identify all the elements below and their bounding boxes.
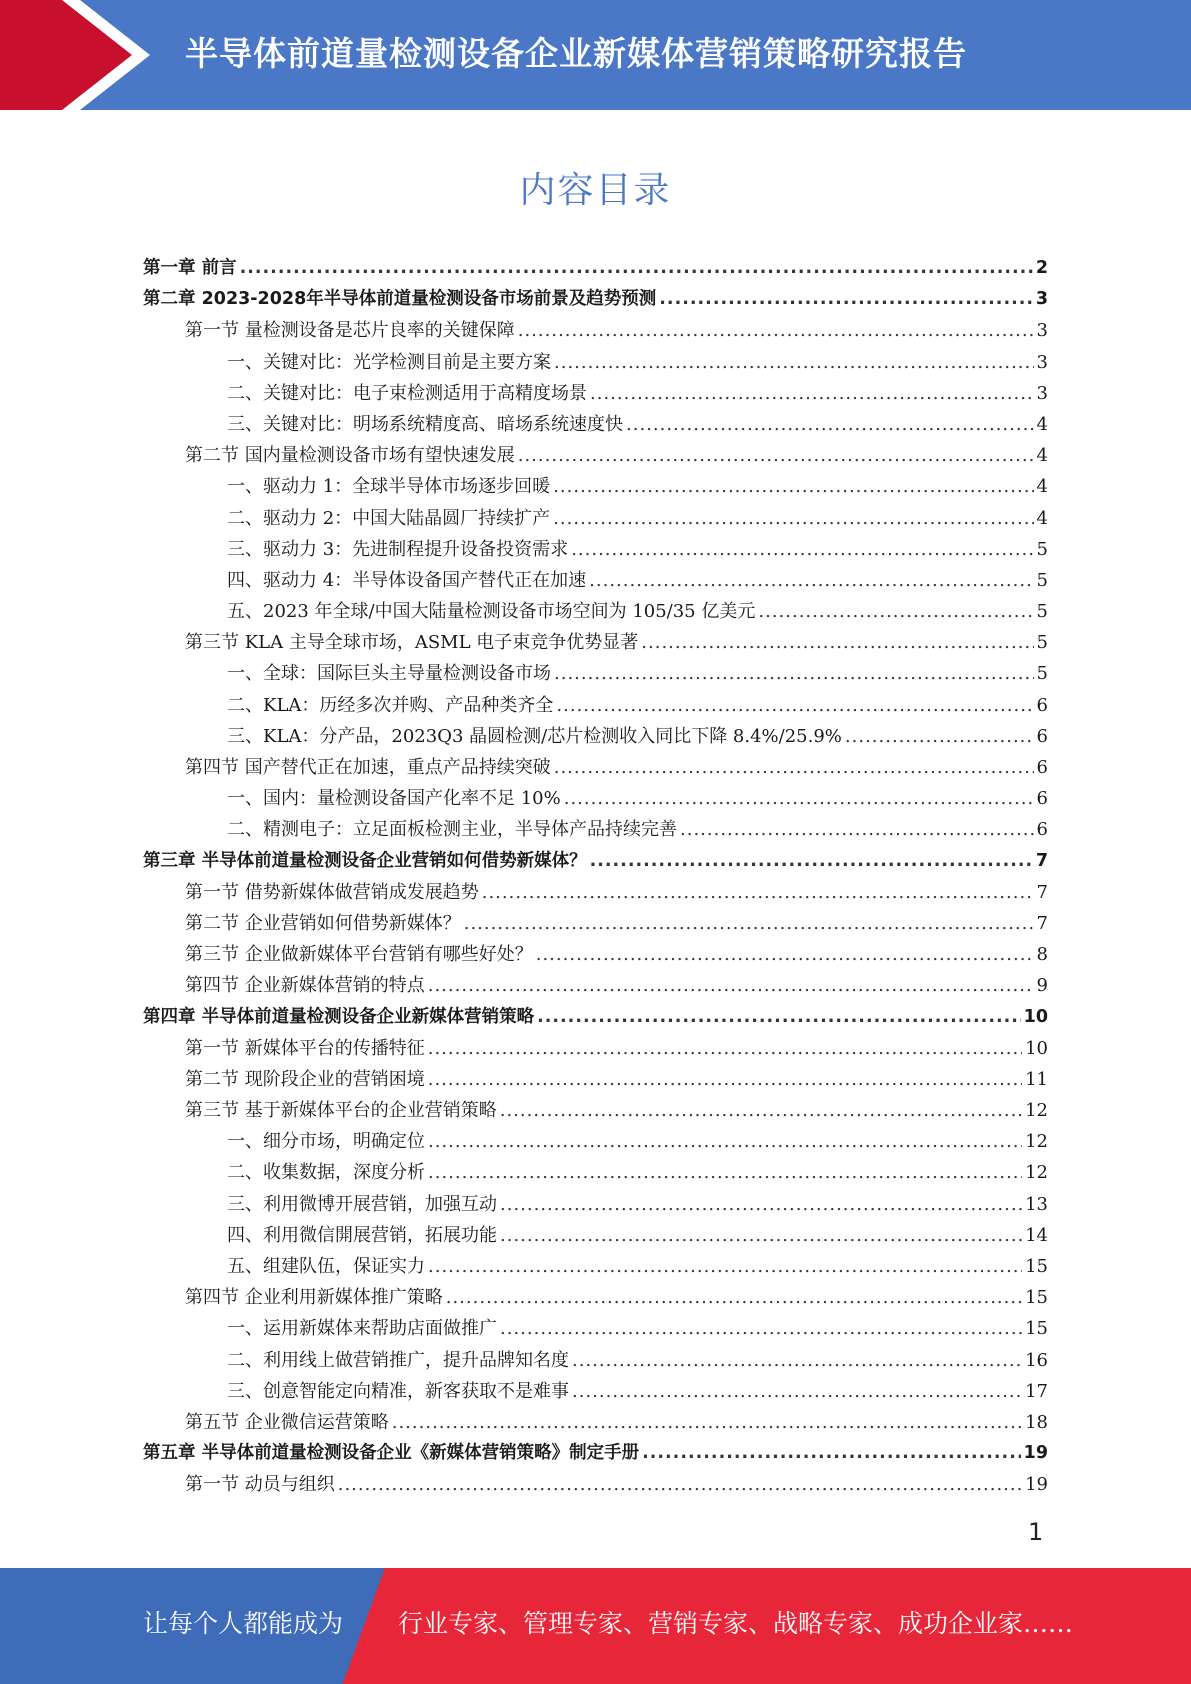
toc-dot-leader: [589, 565, 1033, 596]
toc-entry-title: 五、组建队伍，保证实力: [227, 1256, 425, 1277]
toc-dot-leader: [536, 939, 1034, 970]
toc-dot-leader: [626, 409, 1034, 440]
toc-section-entry[interactable]: [143, 1095, 1048, 1126]
toc-entry-title: 一、全球：国际巨头主导量检测设备市场: [227, 663, 551, 685]
toc-dot-leader: [590, 846, 1033, 877]
toc-entry-page: 15: [1025, 1256, 1048, 1277]
footer-band: [0, 1568, 1191, 1684]
toc-entry-page: 10: [1025, 1037, 1048, 1059]
toc-heading: 内容目录: [519, 170, 672, 211]
footer-slogan-left: 让每个人都能成为: [143, 1609, 344, 1638]
toc-dot-leader: [338, 1469, 1022, 1500]
toc-subsection-entry[interactable]: [143, 596, 1048, 627]
toc-chapter-entry[interactable]: [143, 253, 1048, 284]
toc-dot-leader: [428, 1157, 1022, 1188]
toc-subsection-entry[interactable]: [143, 347, 1048, 378]
toc-entry-page: 3: [1036, 382, 1048, 404]
toc-section-entry[interactable]: [143, 908, 1048, 939]
toc-dot-leader: [537, 1002, 1021, 1033]
toc-subsection-entry[interactable]: [143, 378, 1048, 409]
toc-subsection-entry[interactable]: [143, 471, 1048, 502]
toc-dot-leader: [758, 596, 1033, 627]
toc-section-entry[interactable]: [143, 440, 1048, 471]
toc-entry-title: 三、驱动力 3：先进制程提升设备投资需求: [227, 538, 569, 560]
toc-entry-page: 14: [1025, 1224, 1048, 1246]
toc-entry-page: 3: [1035, 289, 1048, 310]
toc-subsection-entry[interactable]: [143, 1220, 1048, 1251]
toc-dot-leader: [500, 1313, 1022, 1344]
toc-section-entry[interactable]: [143, 939, 1048, 970]
toc-dot-leader: [500, 1220, 1022, 1251]
toc-entry-page: 4: [1036, 445, 1048, 467]
toc-dot-leader: [240, 253, 1033, 284]
toc-dot-leader: [564, 783, 1034, 814]
toc-entry-title: 第二节 企业营销如何借势新媒体？: [185, 912, 461, 934]
toc-entry-title: 第一节 借势新媒体做营销成发展趋势: [185, 881, 479, 903]
toc-subsection-entry[interactable]: [143, 1189, 1048, 1220]
toc-section-entry[interactable]: [143, 1033, 1048, 1064]
toc-entry-title: 第五节 企业微信运营策略: [185, 1411, 389, 1433]
toc-dot-leader: [482, 877, 1034, 908]
toc-entry-page: 5: [1036, 632, 1048, 654]
toc-subsection-entry[interactable]: [143, 783, 1048, 814]
toc-entry-title: 第二节 国内量检测设备市场有望快速发展: [185, 445, 515, 467]
footer-slogan-right: 行业专家、管理专家、营销专家、战略专家、成功企业家……: [398, 1609, 1074, 1638]
toc-dot-leader: [572, 1345, 1022, 1376]
toc-dot-leader: [518, 440, 1034, 471]
toc-entry-title: 第二章 2023-2028年半导体前道量检测设备市场前景及趋势预测: [143, 289, 657, 310]
toc-entry-page: 11: [1025, 1068, 1048, 1090]
toc-entry-page: 12: [1025, 1162, 1048, 1184]
toc-subsection-entry[interactable]: [143, 1126, 1048, 1157]
toc-subsection-entry[interactable]: [143, 658, 1048, 689]
toc-entry-page: 4: [1036, 476, 1048, 498]
toc-dot-leader: [642, 1438, 1021, 1469]
toc-entry-page: 12: [1025, 1131, 1048, 1153]
toc-dot-leader: [680, 814, 1034, 845]
toc-subsection-entry[interactable]: [143, 409, 1048, 440]
toc-dot-leader: [845, 721, 1034, 752]
toc-entry-title: 第四节 企业新媒体营销的特点: [185, 975, 425, 997]
toc-entry-page: 2: [1035, 258, 1048, 278]
toc-section-entry[interactable]: [143, 970, 1048, 1001]
page-number: 1: [1028, 1518, 1044, 1546]
toc-entry-page: 12: [1025, 1100, 1048, 1122]
toc-entry-title: 一、驱动力 1：全球半导体市场逐步回暖: [227, 476, 551, 498]
toc-entry-page: 8: [1036, 944, 1048, 966]
toc-entry-title: 二、收集数据，深度分析: [227, 1162, 425, 1184]
toc-entry-page: 7: [1035, 850, 1048, 871]
toc-section-entry[interactable]: [143, 1064, 1048, 1095]
toc-dot-leader: [553, 471, 1033, 502]
toc-entry-title: 第四节 企业利用新媒体推广策略: [185, 1287, 443, 1309]
toc-dot-leader: [428, 1251, 1022, 1282]
toc-dot-leader: [554, 658, 1034, 689]
toc-entry-title: 二、KLA：历经多次并购、产品种类齐全: [227, 694, 554, 716]
toc-entry-page: 3: [1036, 320, 1048, 342]
toc-entry-page: 15: [1025, 1318, 1048, 1340]
toc-subsection-entry[interactable]: [143, 690, 1048, 721]
toc-subsection-entry[interactable]: [143, 721, 1048, 752]
toc-entry-page: 15: [1025, 1287, 1048, 1309]
toc-subsection-entry[interactable]: [143, 503, 1048, 534]
toc-section-entry[interactable]: [143, 877, 1048, 908]
report-title: 半导体前道量检测设备企业新媒体营销策略研究报告: [185, 34, 967, 73]
toc-entry-page: 6: [1036, 757, 1048, 778]
toc-entry-page: 17: [1025, 1380, 1048, 1402]
toc-dot-leader: [572, 1376, 1022, 1407]
toc-entry-title: 三、KLA：分产品，2023Q3 晶圆检测/芯片检测收入同比下降 8.4%/25.9%: [227, 725, 842, 747]
toc-dot-leader: [641, 627, 1033, 658]
toc-subsection-entry[interactable]: [143, 565, 1048, 596]
toc-entry-title: 第一章 前言: [143, 258, 237, 278]
chevron-arrow-icon: [0, 0, 160, 110]
toc-entry-title: 二、驱动力 2：中国大陆晶圆厂持续扩产: [227, 507, 551, 529]
toc-subsection-entry[interactable]: [143, 1313, 1048, 1344]
toc-entry-title: 五、2023 年全球/中国大陆量检测设备市场空间为 105/35 亿美元: [227, 601, 756, 623]
toc-dot-leader: [518, 315, 1034, 346]
toc-dot-leader: [428, 1064, 1022, 1095]
toc-dot-leader: [500, 1095, 1022, 1126]
toc-section-entry[interactable]: [143, 752, 1048, 783]
toc-entry-title: 第三节 基于新媒体平台的企业营销策略: [185, 1100, 497, 1122]
toc-dot-leader: [554, 752, 1034, 783]
toc-entry-page: 7: [1036, 881, 1048, 903]
toc-entry-page: 5: [1036, 538, 1048, 560]
toc-entry-title: 第三节 企业做新媒体平台营销有哪些好处？: [185, 944, 533, 966]
toc-subsection-entry[interactable]: [143, 1376, 1048, 1407]
toc-entry-title: 第四章 半导体前道量检测设备企业新媒体营销策略: [143, 1006, 535, 1027]
toc-entry-page: 19: [1025, 1474, 1048, 1496]
toc-subsection-entry[interactable]: [143, 1345, 1048, 1376]
toc-chapter-entry[interactable]: [143, 846, 1048, 877]
toc-entry-title: 一、细分市场，明确定位: [227, 1131, 425, 1153]
toc-section-entry[interactable]: [143, 627, 1048, 658]
toc-entry-title: 第一节 新媒体平台的传播特征: [185, 1037, 425, 1059]
toc-entry-page: 6: [1036, 725, 1048, 747]
toc-entry-page: 13: [1025, 1193, 1048, 1215]
toc-entry-title: 三、关键对比：明场系统精度高、暗场系统速度快: [227, 413, 623, 435]
toc-entry-title: 第五章 半导体前道量检测设备企业《新媒体营销策略》制定手册: [143, 1443, 640, 1464]
toc-entry-page: 5: [1036, 569, 1048, 591]
toc-subsection-entry[interactable]: [143, 534, 1048, 565]
toc-entry-title: 四、利用微信開展营销，拓展功能: [227, 1224, 497, 1246]
toc-entry-page: 4: [1036, 507, 1048, 529]
toc-entry-title: 二、利用线上做营销推广，提升品牌知名度: [227, 1349, 569, 1371]
toc-dot-leader: [556, 690, 1033, 721]
toc-dot-leader: [590, 378, 1034, 409]
toc-entry-title: 第一节 动员与组织: [185, 1474, 335, 1496]
toc-entry-page: 5: [1036, 663, 1048, 685]
toc-dot-leader: [659, 284, 1033, 315]
toc-dot-leader: [428, 1033, 1022, 1064]
toc-dot-leader: [464, 908, 1034, 939]
toc-entry-page: 5: [1036, 601, 1048, 623]
toc-dot-leader: [392, 1407, 1022, 1438]
toc-entry-page: 6: [1036, 819, 1048, 841]
toc-entry-title: 二、关键对比：电子束检测适用于高精度场景: [227, 382, 587, 404]
table-of-contents: [143, 253, 1048, 1501]
toc-dot-leader: [428, 1126, 1022, 1157]
toc-entry-title: 第四节 国产替代正在加速，重点产品持续突破: [185, 757, 551, 778]
toc-dot-leader: [554, 347, 1034, 378]
toc-section-entry[interactable]: [143, 1282, 1048, 1313]
header-band: [0, 0, 1191, 110]
toc-section-entry[interactable]: [143, 315, 1048, 346]
toc-entry-page: 9: [1036, 975, 1048, 997]
toc-entry-title: 第二节 现阶段企业的营销困境: [185, 1068, 425, 1090]
toc-entry-page: 4: [1036, 413, 1048, 435]
toc-entry-page: 10: [1023, 1006, 1048, 1027]
toc-section-entry[interactable]: [143, 1407, 1048, 1438]
toc-chapter-entry[interactable]: [143, 1002, 1048, 1033]
toc-entry-page: 7: [1036, 912, 1048, 934]
toc-entry-page: 18: [1025, 1411, 1048, 1433]
toc-section-entry[interactable]: [143, 1469, 1048, 1500]
toc-entry-title: 第一节 量检测设备是芯片良率的关键保障: [185, 320, 515, 342]
toc-entry-title: 一、运用新媒体来帮助店面做推广: [227, 1318, 497, 1340]
toc-entry-title: 一、关键对比：光学检测目前是主要方案: [227, 351, 551, 373]
toc-subsection-entry[interactable]: [143, 1157, 1048, 1188]
toc-entry-page: 19: [1023, 1443, 1048, 1464]
toc-subsection-entry[interactable]: [143, 1251, 1048, 1282]
toc-entry-title: 三、利用微博开展营销，加强互动: [227, 1193, 497, 1215]
toc-chapter-entry[interactable]: [143, 284, 1048, 315]
toc-entry-title: 一、国内：量检测设备国产化率不足 10%: [227, 788, 561, 810]
toc-entry-page: 6: [1036, 788, 1048, 810]
toc-dot-leader: [571, 534, 1033, 565]
toc-entry-title: 四、驱动力 4：半导体设备国产替代正在加速: [227, 569, 587, 591]
toc-chapter-entry[interactable]: [143, 1438, 1048, 1469]
toc-entry-title: 二、精测电子：立足面板检测主业，半导体产品持续完善: [227, 819, 677, 841]
toc-entry-title: 第三节 KLA 主导全球市场，ASML 电子束竞争优势显著: [185, 632, 639, 654]
toc-dot-leader: [553, 503, 1033, 534]
toc-dot-leader: [428, 970, 1034, 1001]
toc-dot-leader: [446, 1282, 1022, 1313]
toc-subsection-entry[interactable]: [143, 814, 1048, 845]
toc-entry-title: 第三章 半导体前道量检测设备企业营销如何借势新媒体？: [143, 850, 587, 871]
toc-entry-page: 16: [1025, 1349, 1048, 1371]
toc-entry-title: 三、创意智能定向精准，新客获取不是难事: [227, 1380, 569, 1402]
toc-entry-page: 6: [1036, 694, 1048, 716]
toc-dot-leader: [500, 1189, 1022, 1220]
toc-entry-page: 3: [1036, 351, 1048, 373]
